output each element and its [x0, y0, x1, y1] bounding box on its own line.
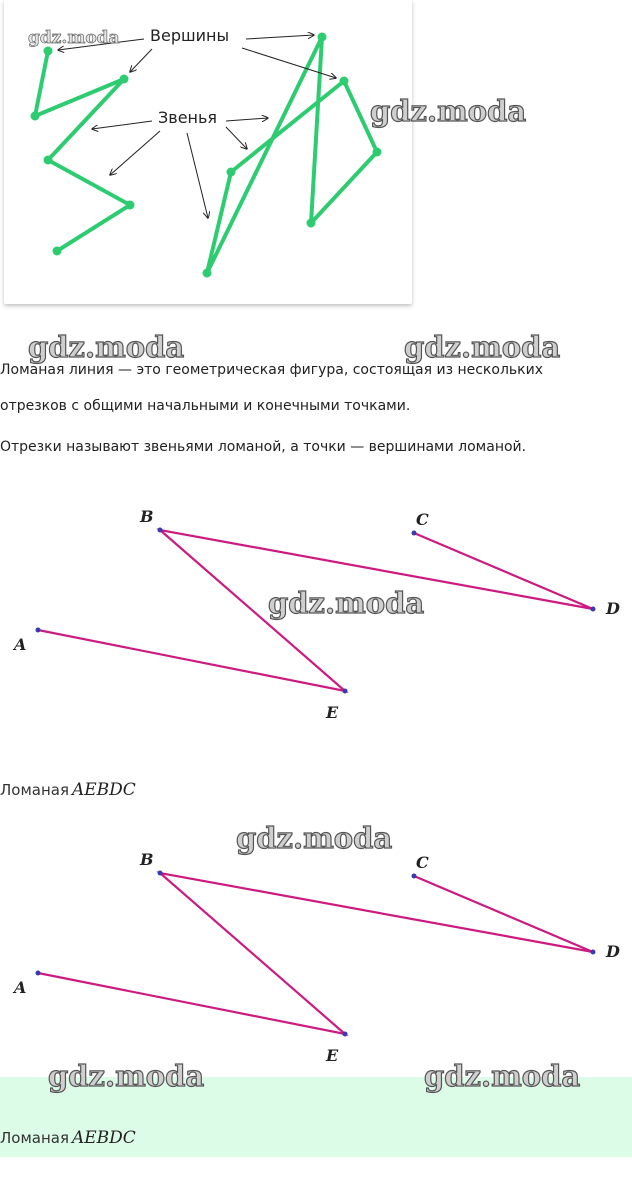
caption-2-name: AEBDC — [72, 1128, 136, 1148]
point-label-e: E — [326, 1046, 339, 1065]
watermark: gdz.moda — [424, 1059, 581, 1093]
caption-2 — [0, 1128, 136, 1148]
point-label-a: A — [14, 978, 27, 997]
watermark: gdz.moda — [236, 821, 393, 855]
caption-1-name: AEBDC — [72, 780, 136, 800]
point-label-c: C — [416, 853, 429, 872]
point-label-c: C — [416, 510, 429, 529]
point-label-e: E — [326, 703, 339, 722]
definition-line-2: отрезков с общими начальными и конечными точками. — [0, 398, 411, 414]
watermark: gdz.moda — [48, 1059, 205, 1093]
watermark: gdz.moda — [404, 330, 561, 364]
caption-1 — [0, 780, 136, 800]
polyline-figure-2 — [0, 838, 632, 1068]
watermark: gdz.moda — [268, 586, 425, 620]
label-links: Звенья — [158, 108, 218, 127]
caption-2-prefix: Ломаная — [0, 1129, 69, 1147]
watermark: gdz.moda — [370, 94, 527, 128]
green-polyline-right — [207, 37, 377, 273]
point-label-a: A — [14, 635, 27, 654]
definition-line-1: Ломаная линия — это геометрическая фигура, состоящая из нескольких — [0, 362, 543, 378]
caption-1-prefix: Ломаная — [0, 781, 69, 799]
illustration-card — [4, 0, 412, 304]
definition-line-3: Отрезки называют звеньями ломаной, а точки — вершинами ломаной. — [0, 439, 527, 455]
point-label-b: B — [140, 507, 154, 526]
point-label-d: D — [606, 942, 620, 961]
watermark-small: gdz.moda — [28, 28, 120, 48]
green-polyline-left — [35, 51, 130, 251]
point-label-b: B — [140, 850, 154, 869]
green-vertices — [31, 33, 382, 278]
label-vertices: Вершины — [150, 26, 230, 45]
watermark: gdz.moda — [28, 330, 185, 364]
point-label-d: D — [606, 599, 620, 618]
